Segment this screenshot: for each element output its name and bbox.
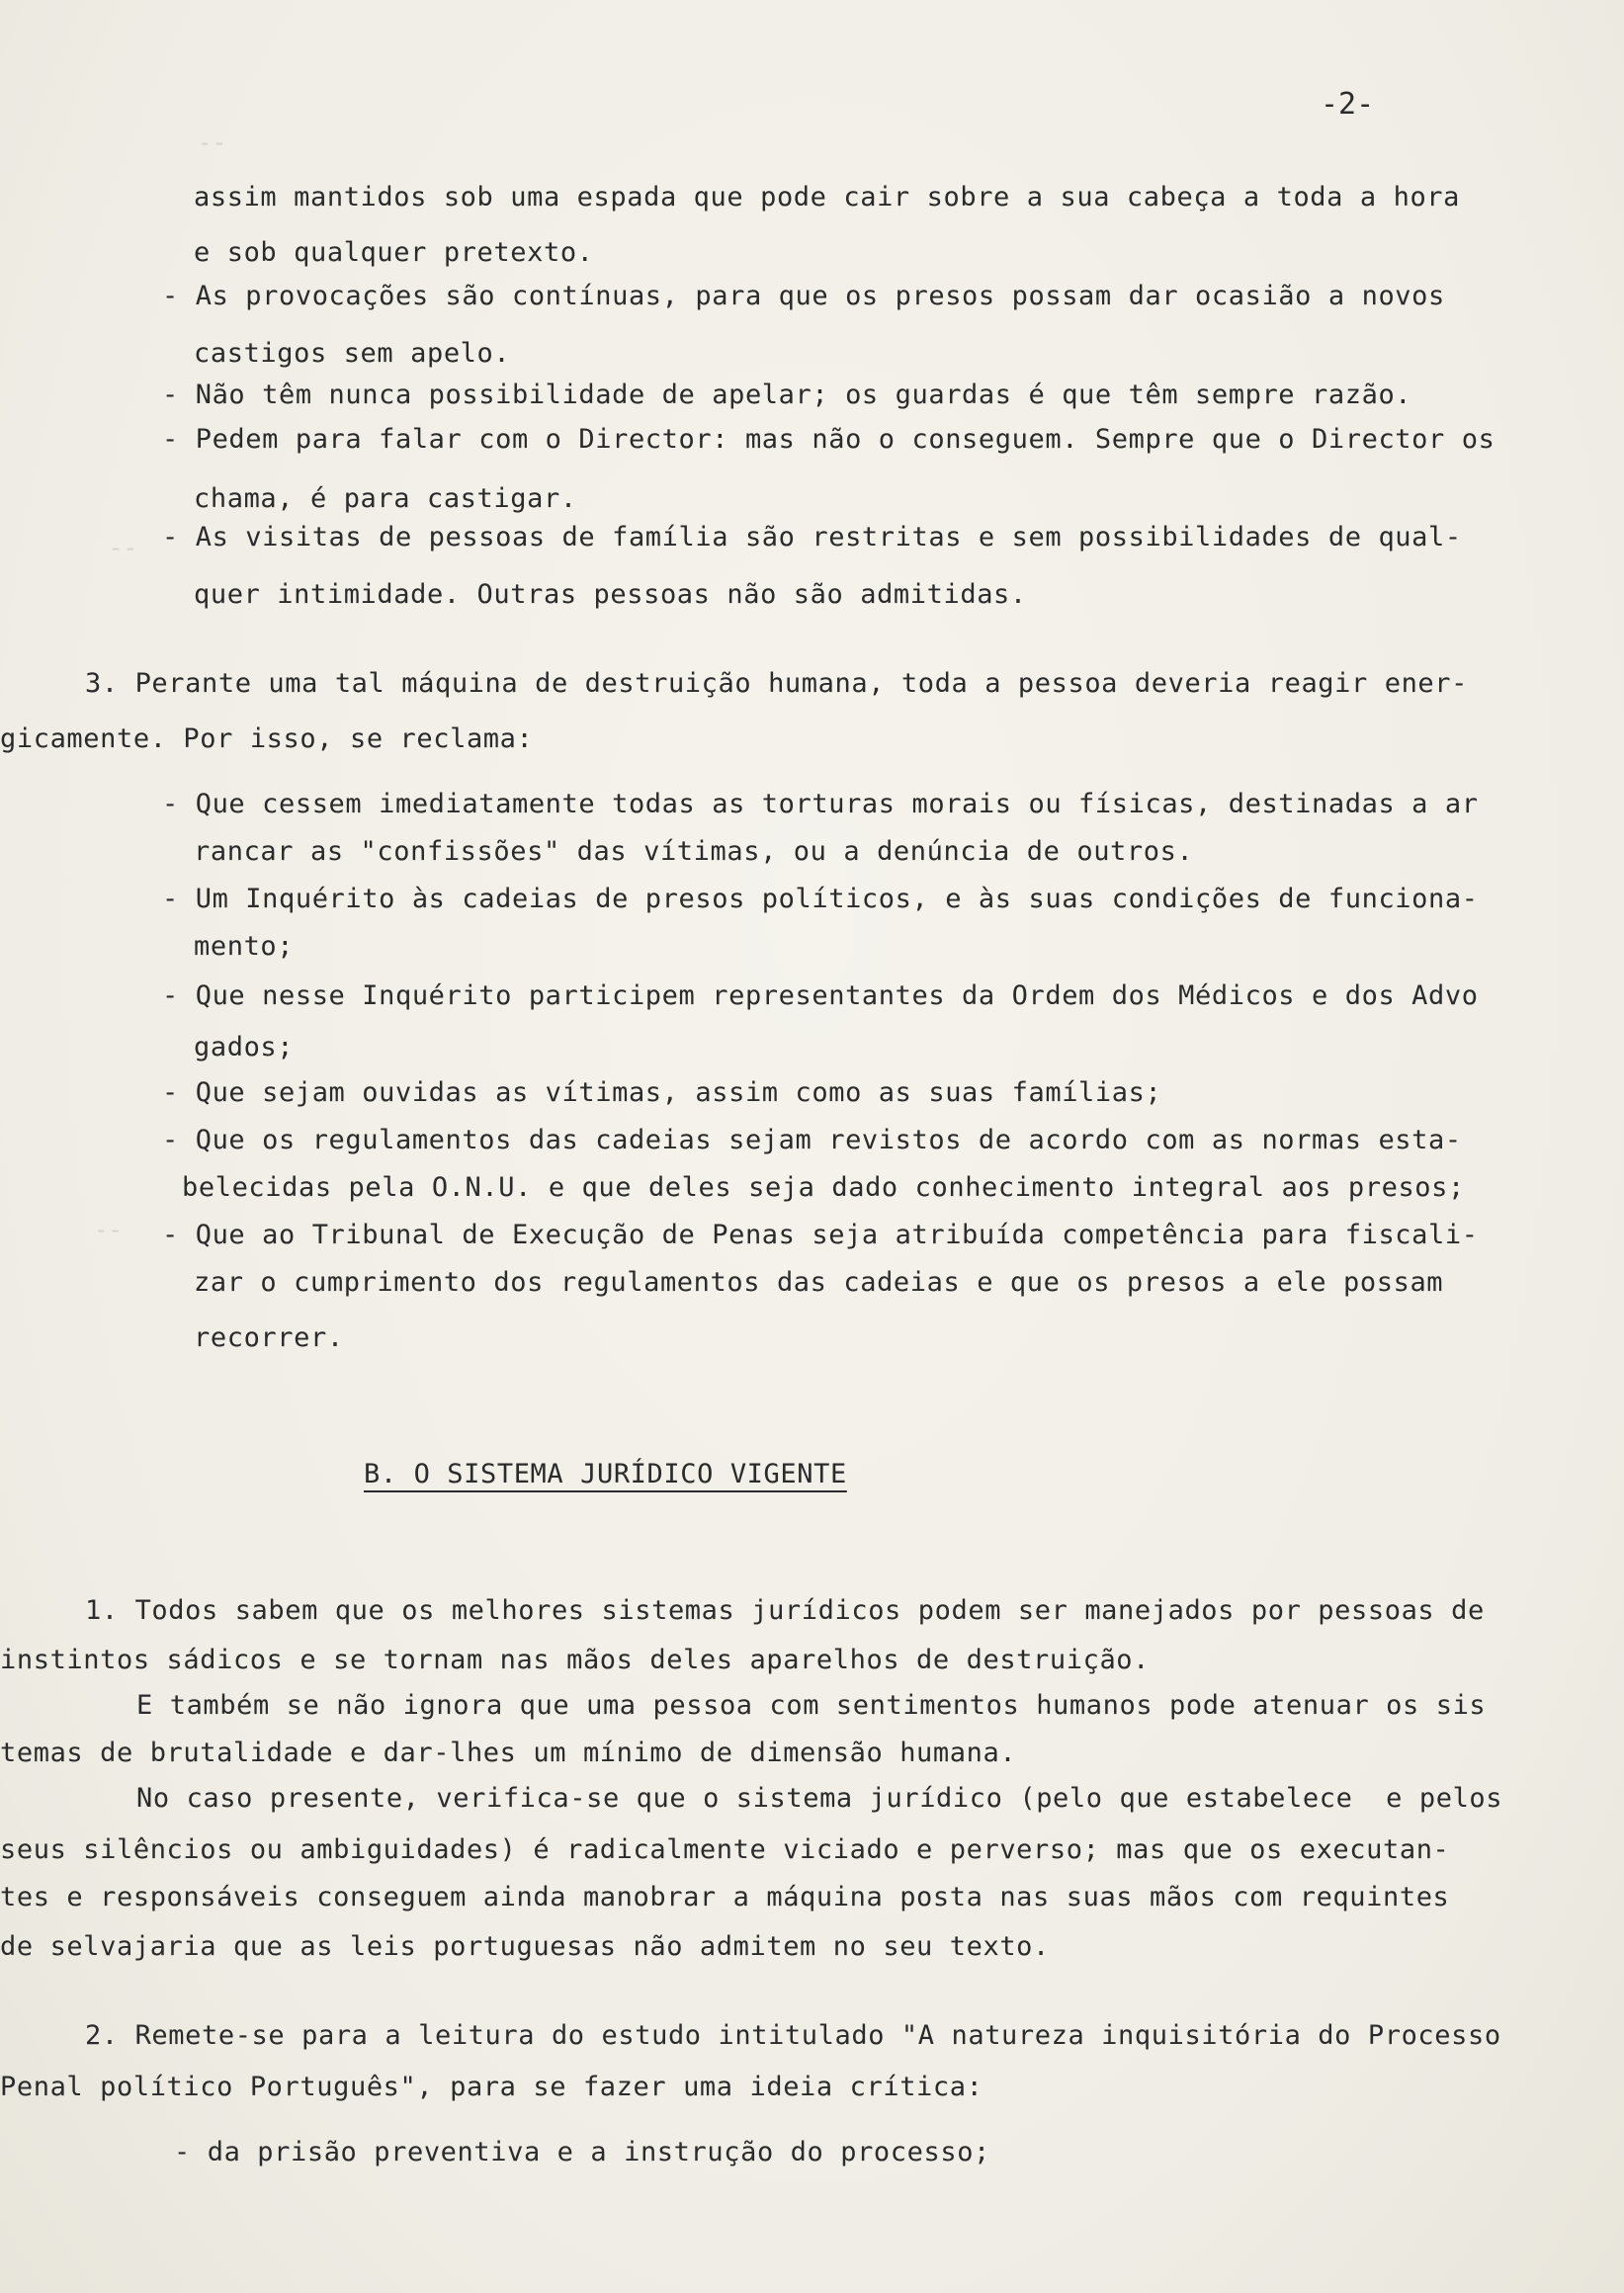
bullet-item: - Um Inquérito às cadeias de presos políticos, e às suas condições de funciona- <box>162 884 1479 914</box>
bullet-item-continuation: belecidas pela O.N.U. e que deles seja dado conhecimento integral aos presos; <box>182 1172 1465 1203</box>
page-number: -2- <box>1321 87 1375 122</box>
bullet-item-continuation: mento; <box>194 931 295 962</box>
paragraph-line: 2. Remete-se para a leitura do estudo intitulado "A natureza inquisitória do Processo <box>85 2020 1501 2051</box>
bullet-item: - Pedem para falar com o Director: mas não o conseguem. Sempre que o Director os <box>162 424 1496 455</box>
bullet-item-continuation: castigos sem apelo. <box>194 338 511 369</box>
paragraph-line: de selvajaria que as leis portuguesas não admitem no seu texto. <box>0 1931 1050 1962</box>
bleed-through-mark: -- <box>109 534 137 561</box>
paragraph-line: gicamente. Por isso, se reclama: <box>0 723 534 754</box>
paragraph-line: 3. Perante uma tal máquina de destruição humana, toda a pessoa deveria reagir ener- <box>85 668 1468 699</box>
bullet-item-continuation: zar o cumprimento dos regulamentos das cadeias e que os presos a ele possam <box>194 1267 1444 1298</box>
bullet-item-continuation: chama, é para castigar. <box>194 483 577 514</box>
bullet-item: - Que sejam ouvidas as vítimas, assim como as suas famílias; <box>162 1077 1162 1108</box>
bullet-item: - da prisão preventiva e a instrução do processo; <box>174 2137 990 2167</box>
bleed-through-mark: -- <box>94 1216 123 1243</box>
paragraph-line: temas de brutalidade e dar-lhes um mínimo de dimensão humana. <box>0 1738 1017 1768</box>
bleed-through-mark: -- <box>198 128 226 156</box>
bullet-item-continuation: rancar as "confissões" das vítimas, ou a denúncia de outros. <box>194 836 1194 867</box>
bullet-item-continuation: gados; <box>194 1032 295 1062</box>
paragraph-line: No caso presente, verifica-se que o sistema jurídico (pelo que estabelece e pelos <box>136 1783 1503 1814</box>
text-line: assim mantidos sob uma espada que pode cair sobre a sua cabeça a toda a hora <box>194 182 1461 212</box>
paragraph-line: E também se não ignora que uma pessoa com sentimentos humanos pode atenuar os sis <box>136 1690 1487 1721</box>
bullet-item: - As provocações são contínuas, para que os presos possam dar ocasião a novos <box>162 281 1445 311</box>
paragraph-line: 1. Todos sabem que os melhores sistemas jurídicos podem ser manejados por pessoas de <box>85 1595 1485 1626</box>
bullet-item: - As visitas de pessoas de família são restritas e sem possibilidades de qual- <box>162 522 1462 552</box>
bullet-item: - Que ao Tribunal de Execução de Penas seja atribuída competência para fiscali- <box>162 1220 1479 1250</box>
paragraph-line: Penal político Português", para se fazer uma ideia crítica: <box>0 2072 983 2102</box>
section-heading: B. O SISTEMA JURÍDICO VIGENTE <box>364 1459 847 1489</box>
bullet-item: - Que cessem imediatamente todas as torturas morais ou físicas, destinadas a ar <box>162 789 1479 819</box>
paragraph-line: seus silêncios ou ambiguidades) é radicalmente viciado e perverso; mas que os executan- <box>0 1834 1450 1865</box>
bullet-item-continuation: recorrer. <box>194 1322 344 1353</box>
paragraph-line: tes e responsáveis conseguem ainda manobrar a máquina posta nas suas mãos com requintes <box>0 1882 1450 1912</box>
bullet-item: - Que nesse Inquérito participem representantes da Ordem dos Médicos e dos Advo <box>162 980 1479 1011</box>
bullet-item-continuation: quer intimidade. Outras pessoas não são admitidas. <box>194 579 1027 610</box>
bullet-item: - Que os regulamentos das cadeias sejam revistos de acordo com as normas esta- <box>162 1125 1462 1155</box>
bullet-item: - Não têm nunca possibilidade de apelar; os guardas é que têm sempre razão. <box>162 380 1412 410</box>
text-line: e sob qualquer pretexto. <box>194 237 594 268</box>
paragraph-line: instintos sádicos e se tornam nas mãos deles aparelhos de destruição. <box>0 1645 1151 1675</box>
